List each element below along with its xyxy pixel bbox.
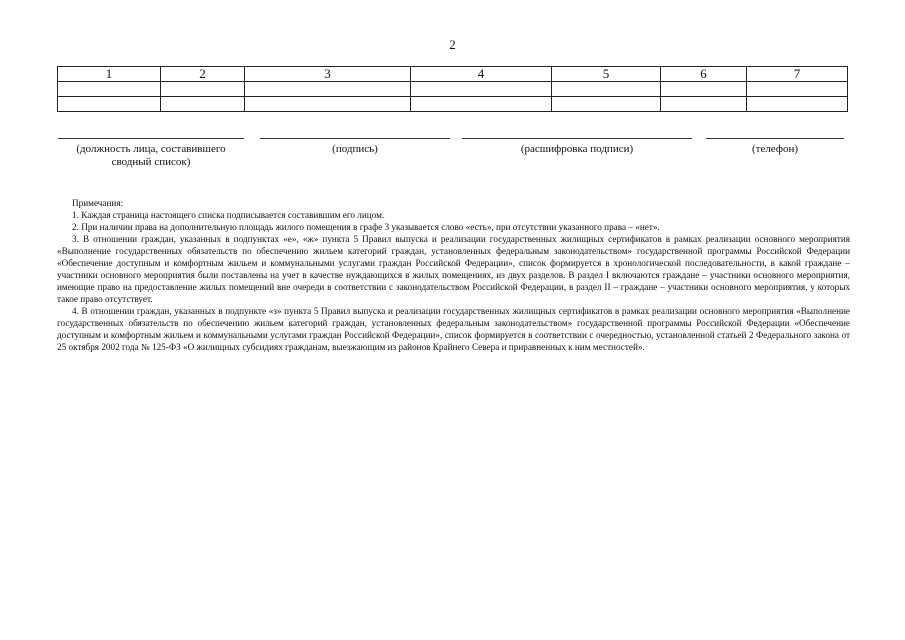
table-cell bbox=[747, 97, 848, 112]
table-row bbox=[58, 82, 848, 97]
table-row bbox=[58, 97, 848, 112]
signature-phone-label: (телефон) bbox=[706, 138, 844, 156]
table-cell bbox=[58, 97, 161, 112]
table-header-row bbox=[58, 67, 848, 82]
signature-sign-label: (подпись) bbox=[260, 138, 450, 156]
column-header: 3 bbox=[245, 67, 411, 82]
column-header: 2 bbox=[161, 67, 245, 82]
column-header: 6 bbox=[661, 67, 747, 82]
page-number: 2 bbox=[449, 37, 456, 52]
note-item: 1. Каждая страница настоящего списка подписывается составившим его лицом. bbox=[72, 210, 385, 220]
table-cell bbox=[161, 97, 245, 112]
note-item: 3. В отношении граждан, указанных в подпунктах «е», «ж» пункта 5 Правил выпуска и реализации государственных жилищных сертификатов в рамках реализации основного мероприятия «Выполнение государственных обязательств по обеспечению жильем категорий граждан, установленных федеральным законодательством» государственной программы Российской Федерации «Обеспечение доступным и комфортным жильем и коммунальными услугами граждан Российской Федерации», список формируется в хронологической последовательности, в какой граждане – участники основного мероприятия были поставлены на учет в качестве нуждающихся в жилых помещениях, из двух разделов. В раздел I включаются граждане – участники основного мероприятия, имеющие право на предоставление жилых помещений вне очереди в соответствии с законодательством Российской Федерации, в раздел II – граждане – участники основного мероприятия, у которых такое право отсутствует. bbox=[57, 234, 850, 304]
table-cell bbox=[58, 82, 161, 97]
column-header: 5 bbox=[552, 67, 661, 82]
table-cell bbox=[411, 97, 552, 112]
signature-decryption-label: (расшифровка подписи) bbox=[462, 138, 692, 156]
table-cell bbox=[552, 97, 661, 112]
table-cell bbox=[552, 82, 661, 97]
signature-block bbox=[0, 138, 905, 178]
table-cell bbox=[747, 82, 848, 97]
notes-heading: Примечания: bbox=[72, 198, 124, 208]
note-item: 4. В отношении граждан, указанных в подпункте «з» пункта 5 Правил выпуска и реализации государственных жилищных сертификатов в рамках реализации основного мероприятия «Выполнение государственных обязательств по обеспечению жильем категорий граждан, установленных федеральным законодательством» государственной программы Российской Федерации «Обеспечение доступным и комфортным жильем и коммунальными услугами граждан Российской Федерации», список формируется в соответствии с очередностью, установленной статьей 2 Федерального закона от 25 октября 2002 года № 125-ФЗ «О жилищных субсидиях гражданам, выезжающим из районов Крайнего Севера и приравненных к ним местностей». bbox=[57, 306, 850, 352]
note-item: 2. При наличии права на дополнительную площадь жилого помещения в графе 3 указывается слово «есть», при отсутствии указанного права – «нет». bbox=[72, 222, 660, 232]
table-cell bbox=[245, 97, 411, 112]
table-cell bbox=[161, 82, 245, 97]
column-header: 4 bbox=[411, 67, 552, 82]
summary-table bbox=[57, 66, 848, 112]
column-header: 7 bbox=[747, 67, 848, 82]
table-cell bbox=[661, 82, 747, 97]
table-cell bbox=[245, 82, 411, 97]
signature-position-label: (должность лица, составившего сводный список) bbox=[58, 138, 244, 169]
table-cell bbox=[411, 82, 552, 97]
notes-section bbox=[57, 197, 850, 353]
column-header: 1 bbox=[58, 67, 161, 82]
table-cell bbox=[661, 97, 747, 112]
